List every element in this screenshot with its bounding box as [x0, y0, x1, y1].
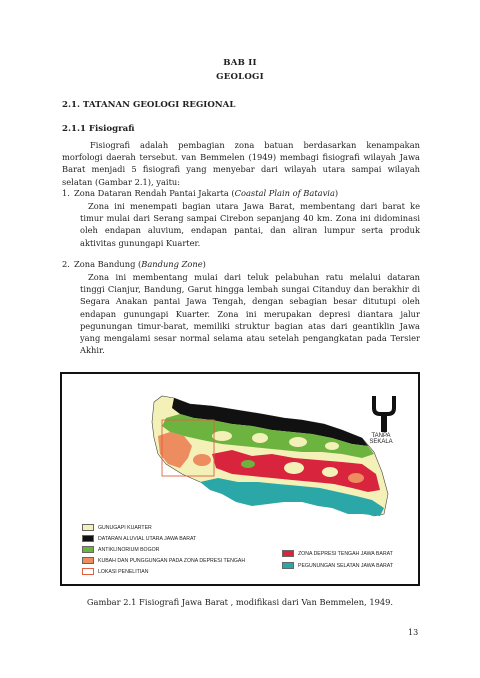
list-number: 2. — [62, 259, 70, 269]
legend-label: DATARAN ALUVIAL UTARA JAWA BARAT — [98, 536, 197, 542]
map-bogor-blob — [241, 460, 255, 468]
legend-label: GUNUGAPI KUARTER — [98, 525, 152, 531]
page-number: 13 — [408, 628, 419, 637]
body-line: Segara Anakan pantai Jawa Tengah, dengan sebagian besar ditutupi oleh — [80, 296, 420, 307]
list-title-end: ) — [334, 188, 339, 198]
intro-line: selatan (Gambar 2.1), yaitu: — [62, 176, 181, 187]
map-volcano-blob — [284, 462, 304, 474]
body-line: tinggi Cianjur, Bandung, Garut hingga lembah sungai Citanduy dan berakhir di — [80, 284, 420, 295]
legend-label: PEGUNUNGAN SELATAN JAWA BARAT — [298, 563, 394, 569]
map-volcano-blob — [289, 437, 307, 447]
body-line: oleh endapan aluvium, endapan pantai, dan aliran lumpur serta produk — [80, 225, 420, 236]
list-title-italic: Bandung Zone — [141, 259, 203, 269]
chapter-label: BAB II — [223, 58, 257, 68]
list-item-2-body — [80, 271, 420, 356]
scale-line-2: SEKALA — [369, 439, 393, 445]
legend-right — [282, 550, 416, 576]
map-volcano-blob — [322, 467, 338, 477]
body-line: timur mulai dari Serang sampai Cirebon sepanjang 40 km. Zona ini didominasi — [80, 213, 420, 224]
map-volcano-blob — [325, 442, 339, 450]
list-item-1-title — [62, 188, 338, 198]
legend-label: LOKASI PENELITIAN — [98, 569, 149, 575]
section-heading: 2.1. TATANAN GEOLOGI REGIONAL — [62, 100, 236, 110]
scale-label — [358, 433, 404, 445]
intro-line: Barat menjadi 5 fisiografi yang menyebar dari wilayah utara sampai wilayah — [62, 164, 420, 175]
list-item-2-title — [62, 259, 206, 269]
list-number: 1. — [62, 188, 70, 198]
legend-swatch — [82, 535, 94, 542]
list-title-italic: Coastal Plain of Batavia — [234, 188, 335, 198]
legend-swatch — [82, 546, 94, 553]
legend-label: ANTIKLINORIUM BOGOR — [98, 547, 160, 553]
intro-paragraph — [62, 139, 420, 188]
intro-line: morfologi daerah tersebut. van Bemmelen (1949) membagi fisiografi wilayah Jawa — [62, 152, 420, 163]
body-line: aktivitas gunungapi Kuarter. — [80, 237, 201, 248]
body-line: pegunungan timur-barat, memiliki struktur bagian atas dari geantiklin Jawa — [80, 320, 420, 331]
legend-left — [82, 524, 282, 584]
legend-label: KUBAH DAN PUNGGUNGAN PADA ZONA DEPRESI TENGAH — [98, 558, 246, 564]
legend-label: ZONA DEPRESI TENGAH JAWA BARAT — [298, 551, 393, 557]
legend-swatch — [82, 557, 94, 564]
scale-line-1: TANPA — [371, 433, 391, 439]
legend-swatch — [82, 568, 94, 575]
map-volcano-blob — [252, 433, 268, 443]
map-volcano-blob — [212, 431, 232, 441]
list-title: Zona Bandung ( — [74, 259, 142, 269]
north-arrow-icon — [374, 396, 394, 414]
physiography-map — [60, 372, 420, 586]
intro-line: Fisiografi adalah pembagian zona batuan berdasarkan kenampakan — [90, 140, 420, 150]
body-line: Akhir. — [80, 345, 105, 356]
body-line: yang mengalami sesar normal selama atau setelah pengangkatan pada Tersier — [80, 333, 420, 344]
map-kubah-blob — [348, 473, 364, 483]
subsection-heading: 2.1.1 Fisiografi — [62, 124, 135, 134]
legend-swatch — [82, 524, 94, 531]
figure-caption: Gambar 2.1 Fisiografi Jawa Barat , modifikasi dari Van Bemmelen, 1949. — [86, 597, 394, 607]
body-line: endapan gunungapi Kuarter. Zona ini merupakan depresi diantara jalur — [80, 308, 420, 319]
list-title: Zona Dataran Rendah Pantai Jakarta ( — [74, 188, 235, 198]
north-arrow-stem — [381, 412, 387, 432]
chapter-title: GEOLOGI — [216, 72, 264, 82]
body-line: Zona ini membentang mulai dari teluk pelabuhan ratu melalui dataran — [88, 272, 420, 282]
list-title-end: ) — [202, 259, 206, 269]
map-kubah-blob — [193, 454, 211, 466]
legend-swatch — [282, 562, 294, 569]
list-item-1-body — [80, 200, 420, 249]
body-line: Zona ini menempati bagian utara Jawa Barat, membentang dari barat ke — [88, 201, 420, 211]
legend-swatch — [282, 550, 294, 557]
